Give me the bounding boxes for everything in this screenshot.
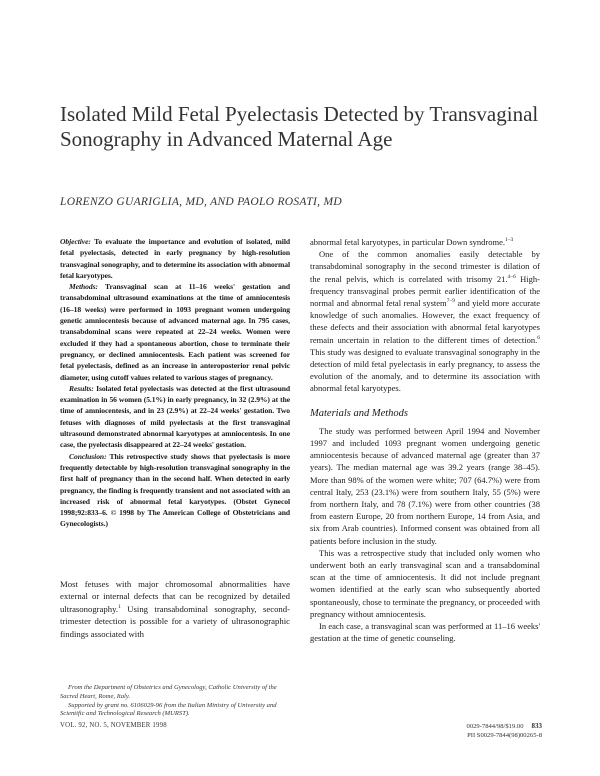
page-number: 833 — [531, 722, 542, 730]
abstract — [60, 236, 290, 530]
author-line: LORENZO GUARIGLIA, MD, AND PAOLO ROSATI, MD — [60, 196, 342, 208]
footnote-support: Supported by grant no. 6106029-96 from the Italian Ministry of University and Scientific and Technological Research (MURST). — [60, 701, 277, 718]
abstract-results: Results: Isolated fetal pyelectasis was detected at the first ultrasound examination in 56 women (5.1%) in early pregnancy, in 32 (2.9%) at the time of amniocentesis, and in 23 (2.9%) at 22–24 weeks' gestation. Two fetuses with diagnoses of mild pyelectasis at the first transvaginal ultrasound demonstrated abnormal karyotypes at amniocentesis. In one case, the pyelectasis disappeared at 22–24 weeks' gestation. — [60, 383, 290, 450]
footnotes — [60, 684, 288, 719]
abstract-conclusion: Conclusion: This retrospective study shows that pyelectasis is more frequently detectable by high-resolution transvaginal sonography in the first half of pregnancy than in the second half. When detected in early pregnancy, the finding is frequently transient and not associated with an increased risk of abnormal fetal karyotypes. (Obstet Gynecol 1998;92:833–6. © 1998 by The American College of Obstetricians and Gynecologists.) — [60, 451, 290, 529]
pii: PII S0029-7844(98)00265-8 — [467, 732, 542, 739]
issn: 0029-7844/98/$19.00 — [466, 723, 524, 730]
right-paragraph-2: One of the common anomalies easily detectable by transabdominal sonography in the second trimester is dilation of the renal pelvis, which is correlated with trisomy 21.$^{4-6}$ High-frequency transvaginal probes permit earlier identification of the normal and abnormal fetal renal system$^{7-9}$ and yield more accurate knowledge of such anomalies. However, the exact frequency of these defects and their association with abnormal fetal karyotypes remain uncertain in relation to the different times of detection.$^6$ This study was designed to evaluate transvaginal sonography in the detection of mild fetal pyelectasis in early pregnancy, to assess the evolution of the anomaly, and to determine its association with abnormal fetal karyotypes. — [310, 249, 540, 394]
footnote-affiliation: From the Department of Obstetrics and Gynecology, Catholic University of the Sacred Heart, Rome, Italy. — [60, 684, 277, 700]
methods-paragraph-3: In each case, a transvaginal scan was performed at 11–16 weeks' gestation at the time of genetic counseling. — [310, 621, 540, 644]
right-column — [310, 236, 540, 645]
right-paragraph-1: abnormal fetal karyotypes, in particular Down syndrome.$^{1-3}$ — [310, 237, 514, 247]
methods-paragraph-2: This was a retrospective study that included only women who underwent both an early transvaginal scan and a transabdominal scan at the time of amniocentesis. It did not include pregnant women identified at the early scan who subsequently aborted spontaneously, chose to terminate the pregnancy, or proceeded with pregnancy without amniocentesis. — [310, 547, 540, 619]
article-title: Isolated Mild Fetal Pyelectasis Detected by Transvaginal Sonography in Advanced Maternal Age — [60, 102, 539, 151]
intro-paragraph: Most fetuses with major chromosomal abnormalities have external or internal defects that can be recognized by detailed ultrasonography.$^1$ Using transabdominal sonography, second-trimester detection is possible for a variety of ultrasonographic findings associated with — [60, 579, 290, 639]
journal-volume-info: VOL. 92, NO. 5, NOVEMBER 1998 — [60, 722, 167, 729]
section-heading-materials-methods: Materials and Methods — [310, 407, 408, 419]
footer-right — [392, 722, 542, 740]
introduction — [60, 578, 290, 640]
abstract-objective: Objective: To evaluate the importance and evolution of isolated, mild fetal pyelectasis, detected in early pregnancy by high-resolution transvaginal sonography, and to determine its association with abnormal fetal karyotypes. — [60, 237, 290, 280]
abstract-methods: Methods: Transvaginal scan at 11–16 weeks' gestation and transabdominal ultrasound examinations at the time of amniocentesis (16–18 weeks) were performed in 1093 pregnant women undergoing genetic amniocentesis because of advanced maternal age. In 795 cases, transabdominal scans were repeated at 22–24 weeks. Women were excluded if they had a spontaneous abortion, chose to terminate their pregnancy, or declined amniocentesis. Each patient was screened for fetal pyelectasis, defined as an increase in anteroposterior renal pelvic diameter, using cutoff values related to various stages of pregnancy. — [60, 282, 290, 382]
methods-paragraph-1: The study was performed between April 1994 and November 1997 and included 1093 pregnant women undergoing genetic amniocentesis because of advanced maternal age (greater than 37 years). The median maternal age was 39.2 years (range 38–45). More than 98% of the women were white; 707 (64.7%) were from central Italy, 253 (23.1%) were from southern Italy, 55 (5%) were from northern Italy, and 78 (7.1%) were from other countries (38 from eastern Europe, 20 from northern Europe, 14 from Asia, and six from Arab countries). Informed consent was obtained from all patients before inclusion in the study. — [310, 425, 540, 546]
